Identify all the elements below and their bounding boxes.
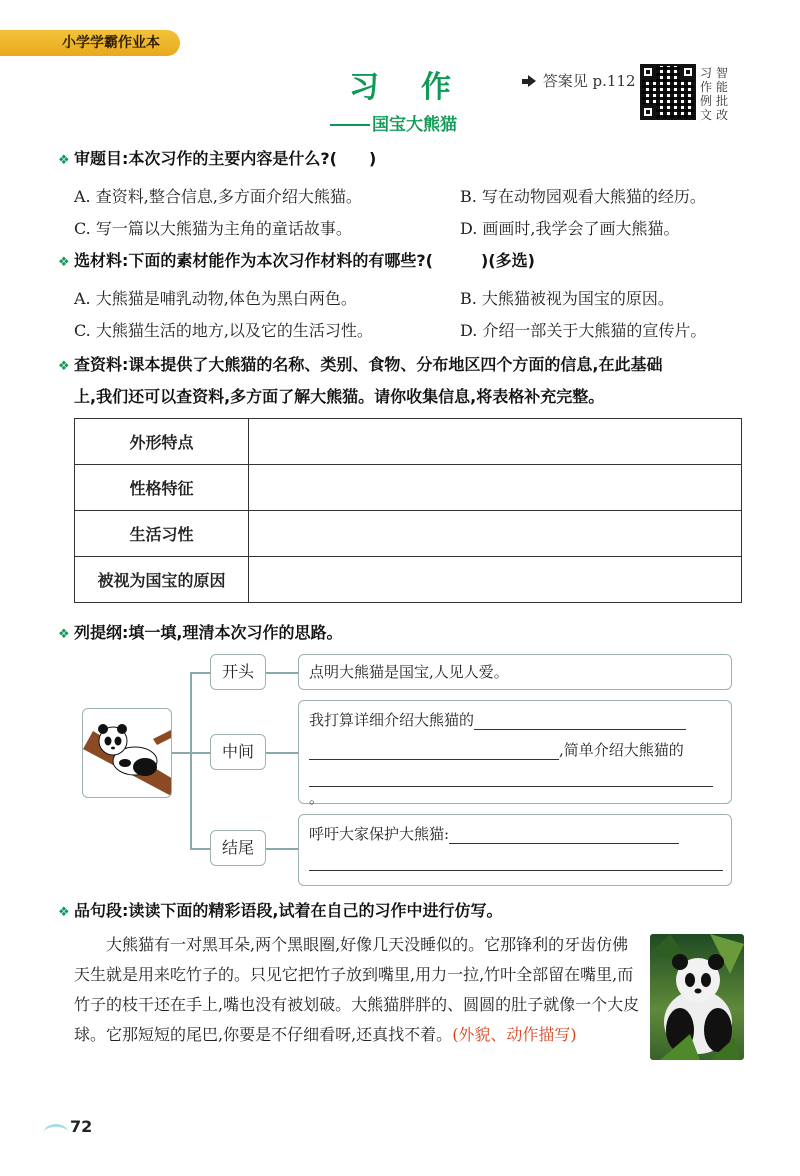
answer-cell[interactable]	[249, 465, 742, 511]
page-title: 习作	[349, 70, 493, 105]
annotation-note: (外貌、动作描写)	[452, 1025, 577, 1044]
connector-line	[266, 672, 298, 674]
outline-box-end: 呼吁大家保护大熊猫:	[298, 814, 732, 886]
qr-label-left: 习作例文	[700, 66, 713, 122]
panda-illustration	[82, 708, 172, 798]
page-subtitle: 国宝大熊猫	[330, 110, 457, 135]
table-row	[75, 511, 742, 557]
question-3-heading-cont: 上,我们还可以查资料,多方面了解大熊猫。请你收集信息,将表格补充完整。	[74, 387, 605, 406]
connector-line	[190, 672, 210, 674]
q1-option-c[interactable]: C. 写一篇以大熊猫为主角的童话故事。	[74, 219, 352, 238]
title-block	[300, 62, 500, 106]
page-decoration-icon	[44, 1124, 68, 1140]
table-row	[75, 557, 742, 603]
question-4-heading: ❖ 列提纲:填一填,理清本次习作的思路。	[58, 623, 343, 642]
q1-option-a[interactable]: A. 查资料,整合信息,多方面介绍大熊猫。	[74, 187, 362, 206]
outline-node-end: 结尾	[210, 830, 266, 866]
outline-node-middle: 中间	[210, 734, 266, 770]
diamond-bullet-icon: ❖	[58, 359, 70, 374]
table-row	[75, 419, 742, 465]
row-label: 被视为国宝的原因	[75, 557, 249, 603]
q1-option-d[interactable]: D. 画画时,我学会了画大熊猫。	[460, 219, 680, 238]
diamond-bullet-icon: ❖	[58, 153, 70, 168]
row-label: 性格特征	[75, 465, 249, 511]
dash-decoration	[330, 124, 370, 126]
connector-line	[172, 752, 190, 754]
connector-line	[190, 848, 210, 850]
connector-line	[190, 752, 210, 754]
question-5-heading: ❖ 品句段:读读下面的精彩语段,试着在自己的习作中进行仿写。	[58, 901, 503, 920]
connector-line	[266, 752, 298, 754]
qr-label-right: 智能批改	[716, 66, 729, 122]
panda-photo	[650, 934, 744, 1060]
outline-box-start: 点明大熊猫是国宝,人见人爱。	[298, 654, 732, 690]
fill-blank[interactable]	[309, 759, 559, 760]
diamond-bullet-icon: ❖	[58, 905, 70, 920]
fill-blank[interactable]	[449, 843, 679, 844]
q1-option-b[interactable]: B. 写在动物园观看大熊猫的经历。	[460, 187, 706, 206]
fill-blank[interactable]	[474, 729, 686, 730]
answer-cell[interactable]	[249, 511, 742, 557]
question-3-heading: ❖ 查资料:课本提供了大熊猫的名称、类别、食物、分布地区四个方面的信息,在此基础	[58, 355, 663, 374]
table-row	[75, 465, 742, 511]
row-label: 生活习性	[75, 511, 249, 557]
q2-option-d[interactable]: D. 介绍一部关于大熊猫的宣传片。	[460, 321, 707, 340]
answer-cell[interactable]	[249, 557, 742, 603]
q2-option-c[interactable]: C. 大熊猫生活的地方,以及它的生活习性。	[74, 321, 373, 340]
connector-line	[190, 672, 192, 848]
q2-option-b[interactable]: B. 大熊猫被视为国宝的原因。	[460, 289, 674, 308]
answer-cell[interactable]	[249, 419, 742, 465]
outline-box-middle: 我打算详细介绍大熊猫的 ,简单介绍大熊猫的 。	[298, 700, 732, 804]
q2-option-a[interactable]: A. 大熊猫是哺乳动物,体色为黑白两色。	[74, 289, 357, 308]
outline-node-start: 开头	[210, 654, 266, 690]
page-number: 72	[70, 1117, 93, 1136]
book-series-badge: 小学学霸作业本	[0, 30, 180, 56]
fill-blank[interactable]	[309, 786, 713, 787]
qr-code-icon[interactable]	[640, 64, 696, 120]
connector-line	[266, 848, 298, 850]
sample-paragraph: 大熊猫有一对黑耳朵,两个黑眼圈,好像几天没睡似的。它那锋利的牙齿仿佛天生就是用来吃竹子的。只见它把竹子放到嘴里,用力一拉,竹叶全部留在嘴里,而竹子的枝干还在手上,嘴也没有被划破。大熊猫胖胖的、圆圆的肚子就像一个大皮球。它那短短的尾巴,你要是不仔细看呀,还真找不着。(外貌、动作描写)	[74, 935, 640, 1044]
fill-blank[interactable]	[309, 870, 723, 871]
info-table	[74, 418, 742, 603]
diamond-bullet-icon: ❖	[58, 627, 70, 642]
question-1-heading: ❖ 审题目:本次习作的主要内容是什么?( )	[58, 149, 377, 168]
question-2-heading: ❖ 选材料:下面的素材能作为本次习作材料的有哪些?( )(多选)	[58, 251, 535, 270]
diamond-bullet-icon: ❖	[58, 255, 70, 270]
row-label: 外形特点	[75, 419, 249, 465]
answer-reference: 答案见 p.112	[522, 70, 636, 91]
